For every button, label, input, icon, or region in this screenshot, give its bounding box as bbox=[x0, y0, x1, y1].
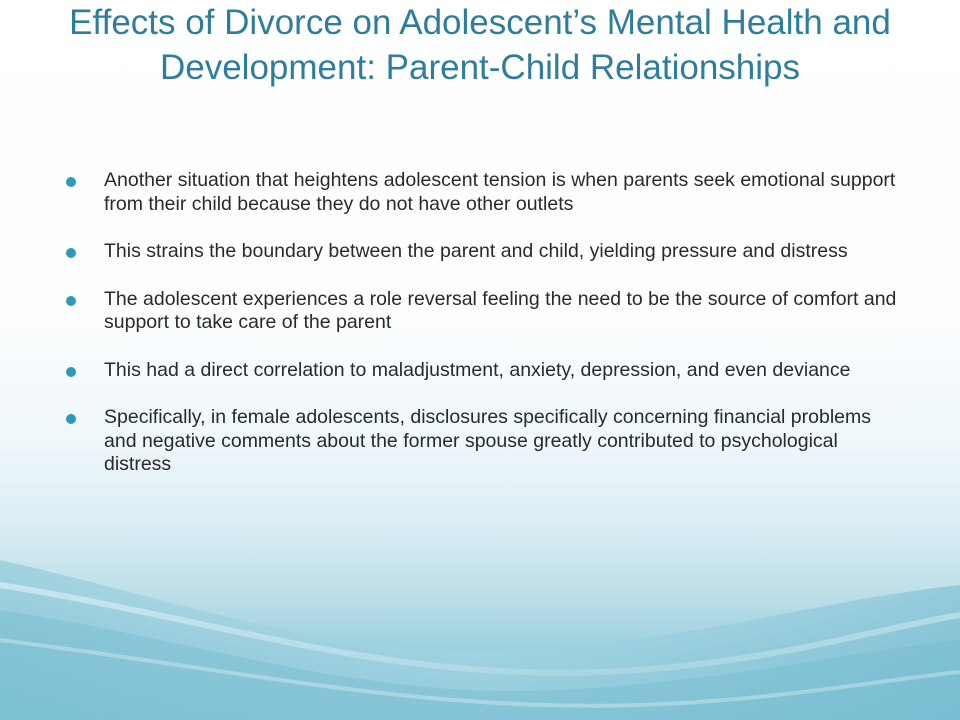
bullet-dot-icon bbox=[66, 367, 76, 377]
slide-title: Effects of Divorce on Adolescent’s Mental Health and Development: Parent-Child Relationships bbox=[69, 3, 891, 87]
bullet-item bbox=[66, 288, 906, 335]
bullet-text: This strains the boundary between the parent and child, yielding pressure and distress bbox=[104, 240, 848, 262]
bullet-text: The adolescent experiences a role reversal feeling the need to be the source of comfort and support to take care of the parent bbox=[104, 287, 897, 333]
bullet-item bbox=[66, 406, 906, 477]
bullet-text: This had a direct correlation to maladjustment, anxiety, depression, and even deviance bbox=[104, 358, 851, 381]
bullet-item bbox=[66, 169, 906, 216]
bullet-text: Another situation that heightens adolescent tension is when parents seek emotional support from their child because they do not have other outlets bbox=[104, 169, 896, 215]
bullet-dot-icon bbox=[66, 248, 76, 258]
bullet-item bbox=[66, 240, 906, 264]
bullet-dot-icon bbox=[66, 296, 76, 306]
bullet-list bbox=[66, 169, 906, 501]
bullet-text: Specifically, in female adolescents, disclosures specifically concerning financial problems and negative comments about the former spouse greatly contributed to psychological distress bbox=[104, 406, 872, 475]
bullet-dot-icon bbox=[66, 177, 76, 187]
bullet-dot-icon bbox=[66, 414, 76, 424]
bullet-item bbox=[66, 359, 906, 383]
